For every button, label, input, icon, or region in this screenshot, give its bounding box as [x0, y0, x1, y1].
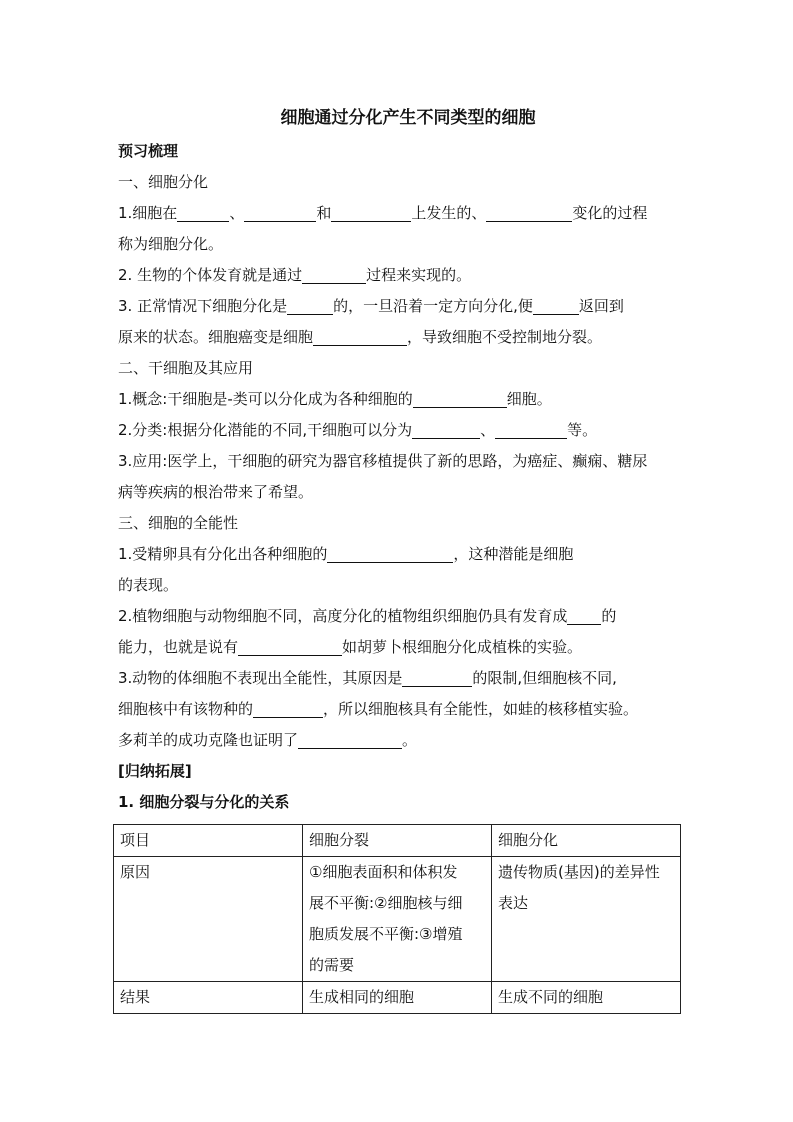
table-header-row	[114, 825, 681, 857]
table-row	[114, 857, 681, 982]
section3-line2-cont: 能力，也就是说有 如胡萝卜根细胞分化成植株的实验。	[118, 638, 583, 656]
table-header-cell: 细胞分裂	[303, 825, 492, 857]
table-caption: 1. 细胞分裂与分化的关系	[118, 793, 290, 811]
table-cell-text: 遗传物质(基因)的差异性	[498, 863, 660, 881]
section1-heading: 一、细胞分化	[118, 173, 209, 191]
table-cell	[303, 857, 492, 982]
section1-line1: 1.细胞在 、 和 上发生的、 变化的过程	[118, 204, 648, 222]
table-cell-text: 胞质发展不平衡:③增殖	[309, 925, 463, 943]
section3-line1: 1.受精卵具有分化出各种细胞的 ，这种潜能是细胞	[118, 545, 574, 563]
blank-field	[402, 668, 472, 687]
section2-line3: 3.应用:医学上，干细胞的研究为器官移植提供了新的思路，为癌症、癫痫、糖尿	[118, 452, 648, 470]
table-row	[114, 982, 681, 1014]
blank-field	[302, 265, 366, 284]
blank-field	[253, 699, 323, 718]
blank-field	[238, 637, 342, 656]
section3-line2: 2.植物细胞与动物细胞不同，高度分化的植物组织细胞仍具有发育成 的	[118, 607, 617, 625]
blank-field	[244, 203, 316, 222]
section2-line3-cont: 病等疾病的根治带来了希望。	[118, 483, 314, 501]
blank-field	[412, 420, 480, 439]
blank-field	[495, 420, 567, 439]
page-title: 细胞通过分化产生不同类型的细胞	[280, 108, 536, 128]
blank-field	[177, 203, 229, 222]
section3-line3: 3.动物的体细胞不表现出全能性，其原因是 的限制,但细胞核不同,	[118, 669, 617, 687]
table-cell-text: ①细胞表面积和体积发	[309, 863, 458, 881]
table-cell: 结果	[114, 982, 303, 1014]
blank-field	[567, 606, 601, 625]
blank-field	[287, 296, 333, 315]
section3-line3-cont2: 多莉羊的成功克隆也证明了 。	[118, 731, 418, 749]
section1-line2: 2. 生物的个体发育就是通过 过程来实现的。	[118, 266, 472, 284]
section3-heading: 三、细胞的全能性	[118, 514, 239, 532]
section2-heading: 二、干细胞及其应用	[118, 359, 254, 377]
section2-line1: 1.概念:干细胞是-类可以分化成为各种细胞的 细胞。	[118, 390, 552, 408]
blank-field	[313, 327, 407, 346]
table-cell: 生成不同的细胞	[492, 982, 681, 1014]
section3-line1-cont: 的表现。	[118, 576, 179, 594]
blank-field	[486, 203, 572, 222]
section3-line3-cont: 细胞核中有该物种的 ，所以细胞核具有全能性，如蛙的核移植实验。	[118, 700, 639, 718]
blank-field	[533, 296, 579, 315]
table-cell-text: 展不平衡:②细胞核与细	[309, 894, 463, 912]
preview-heading: 预习梳理	[118, 142, 179, 160]
table-cell	[492, 857, 681, 982]
table-header-cell: 项目	[114, 825, 303, 857]
comparison-table	[113, 824, 681, 1014]
section1-line1-cont: 称为细胞分化。	[118, 235, 224, 253]
blank-field	[413, 389, 507, 408]
blank-field	[331, 203, 411, 222]
section1-line3-cont: 原来的状态。细胞癌变是细胞 ，导致细胞不受控制地分裂。	[118, 328, 603, 346]
section2-line2: 2.分类:根据分化潜能的不同,干细胞可以分为 、 等。	[118, 421, 598, 439]
blank-field	[327, 544, 453, 563]
table-cell: 原因	[114, 857, 303, 982]
blank-field	[298, 730, 402, 749]
table-header-cell: 细胞分化	[492, 825, 681, 857]
table-cell: 生成相同的细胞	[303, 982, 492, 1014]
table-cell-text: 表达	[498, 894, 529, 912]
section1-line3: 3. 正常情况下细胞分化是 的，一旦沿着一定方向分化,便 返回到	[118, 297, 624, 315]
extend-heading: [归纳拓展]	[118, 762, 192, 780]
document-content	[118, 100, 678, 818]
table-cell-text: 的需要	[309, 956, 355, 974]
